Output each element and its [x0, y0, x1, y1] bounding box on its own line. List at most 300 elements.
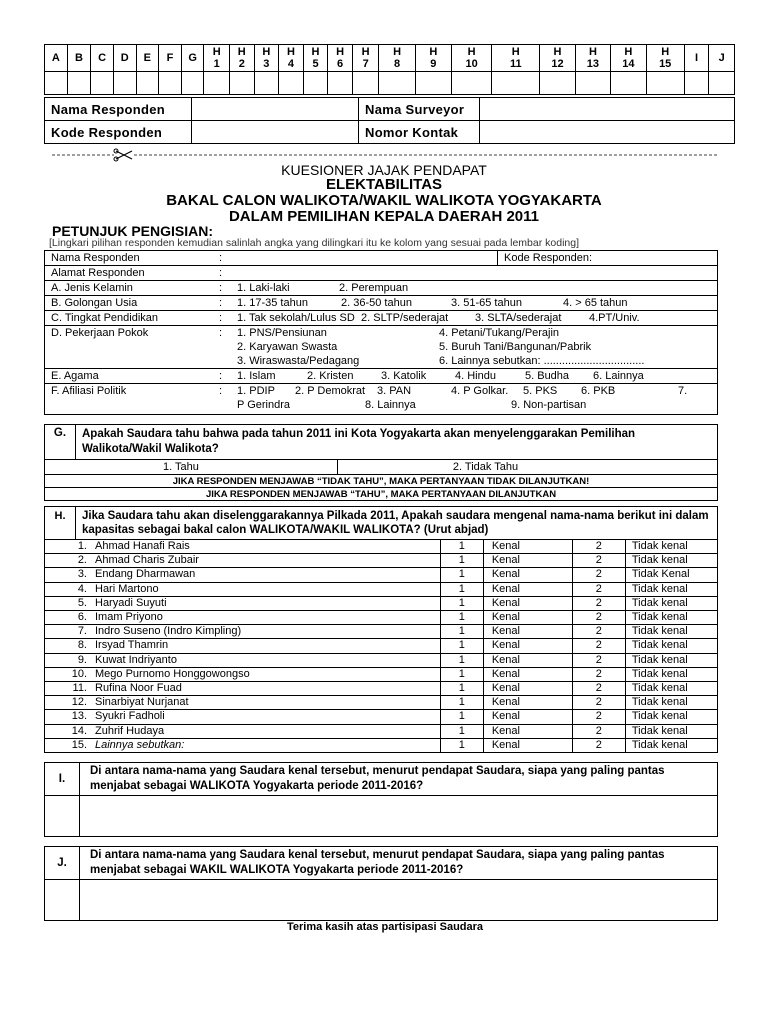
code-kenal[interactable]: 1	[440, 724, 483, 738]
coding-header-number: 3	[263, 58, 270, 70]
code-kenal[interactable]: 1	[440, 667, 483, 681]
coding-header-number: 1	[213, 58, 220, 70]
label-kenal: Kenal	[483, 582, 572, 596]
coding-entry-cell[interactable]	[709, 72, 735, 95]
note-tahu: JIKA RESPONDEN MENJAWAB “TAHU”, MAKA PERTANYAAN DILANJUTKAN	[45, 488, 718, 501]
coding-header-letter: H	[237, 46, 246, 58]
respondent-table	[44, 250, 718, 415]
candidate-name: Rufina Noor Fuad	[95, 682, 182, 695]
candidate-cell	[45, 738, 441, 752]
code-tidak-kenal[interactable]: 2	[572, 653, 625, 667]
colon: :	[219, 251, 237, 266]
candidate-number: 8.	[77, 639, 87, 652]
agama-label: E. Agama	[45, 369, 220, 384]
coding-header-cell	[181, 45, 204, 72]
candidate-number: 9.	[77, 653, 87, 666]
petunjuk-title: PETUNJUK PENGISIAN:	[52, 223, 214, 239]
code-tidak-kenal[interactable]: 2	[572, 710, 625, 724]
candidate-number: 13.	[71, 710, 87, 723]
option[interactable]: 1. Islam	[237, 370, 276, 382]
option[interactable]: 8. Lainnya	[365, 399, 416, 411]
alamat-label: Alamat Responden	[45, 266, 220, 281]
coding-header-number: 2	[238, 58, 245, 70]
candidate-name: Kuwat Indriyanto	[95, 653, 177, 666]
coding-header-cell	[229, 45, 254, 72]
candidate-row	[45, 596, 718, 610]
code-tidak-kenal[interactable]: 2	[572, 568, 625, 582]
kode-responden-label: Kode Responden	[45, 121, 192, 144]
coding-entry-cell[interactable]	[352, 72, 379, 95]
label-tidak-kenal: Tidak kenal	[625, 738, 717, 752]
answer-field[interactable]	[80, 880, 718, 921]
nomor-kontak-label: Nomor Kontak	[359, 121, 480, 144]
afiliasi-politik-label: F. Afiliasi Politik	[45, 384, 220, 415]
coding-entry-row[interactable]	[45, 72, 735, 95]
thank-you-note: Terima kasih atas partisipasi Saudara	[286, 921, 484, 933]
option[interactable]: 1. Laki-laki	[237, 282, 290, 294]
coding-table	[44, 44, 735, 95]
option[interactable]: 4. > 65 tahun	[563, 297, 628, 309]
candidate-number: 10.	[71, 667, 87, 680]
code-kenal[interactable]: 1	[440, 639, 483, 653]
colon: :	[219, 266, 237, 281]
coding-header-letter: H	[336, 46, 345, 58]
question-h	[44, 506, 718, 753]
coding-entry-cell[interactable]	[451, 72, 491, 95]
option[interactable]: 4. Petani/Tukang/Perajin	[439, 327, 560, 339]
code-kenal[interactable]: 1	[440, 682, 483, 696]
candidate-name: Zuhrif Hudaya	[95, 724, 165, 737]
nama-label: Nama Responden	[45, 251, 220, 266]
coding-header-letter: B	[74, 52, 83, 64]
option[interactable]: 4. P Golkar.	[451, 385, 509, 397]
label-tidak-kenal: Tidak kenal	[625, 625, 717, 639]
code-tidak-kenal[interactable]: 2	[572, 554, 625, 568]
candidate-cell	[45, 639, 441, 653]
coding-header-letter: H	[661, 46, 670, 58]
coding-header-letter: H	[361, 46, 370, 58]
candidate-number: 1.	[77, 540, 87, 552]
coding-header-cell	[113, 45, 136, 72]
candidate-number: 2.	[77, 554, 87, 567]
coding-header-letter: H	[286, 46, 295, 58]
option[interactable]: 2. Kristen	[307, 370, 354, 382]
coding-entry-cell[interactable]	[328, 72, 353, 95]
coding-header-cell	[684, 45, 708, 72]
candidate-name: Endang Dharmawan	[95, 568, 196, 581]
label-kenal: Kenal	[483, 738, 572, 752]
candidate-row	[45, 625, 718, 639]
candidate-cell	[45, 625, 441, 639]
candidate-number: 4.	[77, 582, 87, 595]
coding-entry-cell[interactable]	[136, 72, 159, 95]
label-kenal: Kenal	[483, 568, 572, 582]
title-line-2: ELEKTABILITAS	[325, 176, 443, 193]
coding-header-number: 8	[393, 58, 401, 70]
coding-header-cell	[45, 45, 68, 72]
candidate-row	[45, 724, 718, 738]
candidate-name: Ahmad Charis Zubair	[95, 554, 199, 567]
candidate-row	[45, 611, 718, 625]
colon: :	[219, 311, 237, 326]
colon: :	[219, 296, 237, 311]
code-kenal[interactable]: 1	[440, 738, 483, 752]
candidate-row	[45, 540, 718, 554]
candidate-cell	[45, 724, 441, 738]
code-tidak-kenal[interactable]: 2	[572, 625, 625, 639]
petunjuk-note: [Lingkari pilihan responden kemudian salinlah angka yang dilingkari itu ke kolom yang sesuai pada lembar koding]	[49, 237, 579, 249]
coding-header-letter: H	[624, 46, 633, 58]
question-code: I.	[45, 763, 80, 796]
option[interactable]: 3. PAN	[377, 385, 412, 397]
nama-field[interactable]	[237, 251, 498, 266]
question-g	[44, 424, 718, 501]
coding-entry-cell[interactable]	[611, 72, 646, 95]
coding-header-cell	[204, 45, 230, 72]
code-kenal[interactable]: 1	[440, 710, 483, 724]
candidate-name: Indro Suseno (Indro Kimpling)	[95, 625, 242, 638]
coding-entry-cell[interactable]	[67, 72, 91, 95]
afiliasi-politik-options[interactable]	[237, 384, 718, 415]
candidate-name: Lainnya sebutkan:	[95, 738, 185, 751]
option[interactable]: 4.PT/Univ.	[589, 312, 640, 324]
coding-entry-cell[interactable]	[575, 72, 610, 95]
answer-field[interactable]	[80, 796, 718, 837]
option[interactable]: 2. Karyawan Swasta	[237, 341, 338, 353]
option[interactable]: 3. Katolik	[381, 370, 427, 382]
code-kenal[interactable]: 1	[440, 611, 483, 625]
option[interactable]: 5. Buruh Tani/Bangunan/Pabrik	[439, 341, 592, 353]
label-kenal: Kenal	[483, 724, 572, 738]
code-tidak-kenal[interactable]: 2	[572, 582, 625, 596]
code-kenal[interactable]: 1	[440, 653, 483, 667]
question-code: G.	[45, 425, 76, 460]
option[interactable]: 3. Wiraswasta/Pedagang	[237, 355, 360, 367]
coding-header-letter: H	[393, 46, 402, 58]
question-j	[44, 846, 718, 921]
candidate-row	[45, 653, 718, 667]
pekerjaan-label: D. Pekerjaan Pokok	[45, 326, 220, 369]
code-tidak-kenal[interactable]: 2	[572, 540, 625, 554]
label-kenal: Kenal	[483, 596, 572, 610]
option[interactable]: 6. Lainnya	[593, 370, 644, 382]
candidate-number: 6.	[77, 611, 87, 624]
option[interactable]: 6. PKB	[581, 385, 616, 397]
code-kenal[interactable]: 1	[440, 540, 483, 554]
candidate-cell	[45, 540, 441, 554]
title-line-4: DALAM PEMILIHAN KEPALA DAERAH 2011	[228, 208, 540, 225]
coding-header-cell	[159, 45, 182, 72]
coding-entry-cell[interactable]	[379, 72, 415, 95]
candidate-row	[45, 710, 718, 724]
scissors-icon	[114, 149, 132, 161]
candidate-name: Imam Priyono	[95, 611, 163, 624]
coding-entry-cell[interactable]	[181, 72, 204, 95]
candidate-cell	[45, 568, 441, 582]
coding-entry-cell[interactable]	[254, 72, 279, 95]
option[interactable]: 1. PDIP	[237, 385, 275, 397]
nama-surveyor-field[interactable]	[480, 98, 735, 121]
code-kenal[interactable]: 1	[440, 696, 483, 710]
candidate-number: 7.	[77, 625, 87, 638]
coding-entry-cell[interactable]	[646, 72, 684, 95]
coding-header-letter: E	[143, 52, 152, 64]
code-kenal[interactable]: 1	[440, 554, 483, 568]
coding-header-letter: H	[467, 46, 476, 58]
coding-header-cell	[352, 45, 379, 72]
question-code: J.	[45, 847, 80, 880]
label-kenal: Kenal	[483, 639, 572, 653]
label-kenal: Kenal	[483, 682, 572, 696]
coding-header-letter: H	[588, 46, 597, 58]
coding-header-letter: H	[262, 46, 271, 58]
candidate-name: Mego Purnomo Honggowongso	[95, 667, 250, 680]
label-tidak-kenal: Tidak kenal	[625, 554, 717, 568]
cut-line	[52, 148, 717, 162]
coding-header-number: 4	[287, 58, 294, 70]
coding-header-number: 9	[430, 58, 437, 70]
question-code: H.	[45, 507, 76, 540]
candidate-row	[45, 682, 718, 696]
label-kenal: Kenal	[483, 540, 572, 554]
label-kenal: Kenal	[483, 667, 572, 681]
candidate-number: 3.	[77, 568, 87, 581]
coding-header-cell	[303, 45, 328, 72]
candidate-row	[45, 568, 718, 582]
coding-entry-cell[interactable]	[303, 72, 328, 95]
title-line-1: KUESIONER JAJAK PENDAPAT	[281, 162, 487, 178]
coding-header-cell	[379, 45, 415, 72]
coding-entry-cell[interactable]	[91, 72, 114, 95]
coding-entry-cell[interactable]	[684, 72, 708, 95]
option[interactable]: 5. Budha	[525, 370, 570, 382]
jenis-kelamin-label: A. Jenis Kelamin	[45, 281, 220, 296]
coding-header-cell	[328, 45, 353, 72]
alamat-field[interactable]	[237, 266, 718, 281]
pekerjaan-options[interactable]	[237, 326, 718, 369]
label-tidak-kenal: Tidak Kenal	[625, 568, 717, 582]
coding-header-cell	[492, 45, 540, 72]
blank-cell	[45, 796, 80, 837]
label-tidak-kenal: Tidak kenal	[625, 667, 717, 681]
agama-options[interactable]	[237, 369, 718, 384]
coding-header-cell	[611, 45, 646, 72]
kode-label: Kode Responden:	[498, 251, 718, 266]
label-kenal: Kenal	[483, 710, 572, 724]
coding-header-number: 5	[312, 58, 319, 70]
coding-header-cell	[575, 45, 610, 72]
option[interactable]: 4. Hindu	[455, 370, 496, 382]
candidate-name: Hari Martono	[95, 582, 159, 595]
code-tidak-kenal[interactable]: 2	[572, 611, 625, 625]
label-kenal: Kenal	[483, 653, 572, 667]
kode-responden-field[interactable]	[192, 121, 359, 144]
code-kenal[interactable]: 1	[440, 568, 483, 582]
coding-header-cell	[91, 45, 114, 72]
coding-header-letter: H	[311, 46, 320, 58]
code-tidak-kenal[interactable]: 2	[572, 738, 625, 752]
golongan-usia-label: B. Golongan Usia	[45, 296, 220, 311]
label-kenal: Kenal	[483, 625, 572, 639]
candidate-row	[45, 582, 718, 596]
candidate-cell	[45, 696, 441, 710]
label-kenal: Kenal	[483, 696, 572, 710]
candidate-row	[45, 667, 718, 681]
code-kenal[interactable]: 1	[440, 625, 483, 639]
coding-header-cell	[451, 45, 491, 72]
candidate-row	[45, 554, 718, 568]
question-i	[44, 762, 718, 837]
question-text: Di antara nama-nama yang Saudara kenal tersebut, menurut pendapat Saudara, siapa yang paling pantas menjabat sebagai WALIKOTA Yogyakarta periode 2011-2016?	[80, 763, 718, 796]
coding-header-cell	[646, 45, 684, 72]
golongan-usia-options[interactable]	[237, 296, 718, 311]
coding-header-number: 15	[659, 58, 672, 70]
label-tidak-kenal: Tidak kenal	[625, 639, 717, 653]
coding-header-letter: C	[98, 52, 107, 64]
coding-header-cell	[540, 45, 575, 72]
coding-entry-cell[interactable]	[45, 72, 68, 95]
candidate-cell	[45, 611, 441, 625]
coding-header-letter: F	[166, 52, 174, 64]
option[interactable]: 2. Perempuan	[339, 282, 409, 294]
coding-header-letter: A	[51, 52, 60, 64]
coding-header-number: 10	[465, 58, 478, 70]
coding-header-number: 13	[586, 58, 600, 70]
coding-entry-cell[interactable]	[415, 72, 451, 95]
code-tidak-kenal[interactable]: 2	[572, 639, 625, 653]
question-text: Jika Saudara tahu akan diselenggarakannya Pilkada 2011, Apakah saudara mengenal nama-nama berikut ini dalam kapasitas sebagai bakal calon WALIKOTA/WAKIL WALIKOTA? (Urut abjad)	[76, 507, 718, 540]
coding-header-letter: J	[718, 52, 725, 64]
coding-header-letter: H	[511, 46, 520, 58]
candidate-row	[45, 639, 718, 653]
label-tidak-kenal: Tidak kenal	[625, 710, 717, 724]
candidate-number: 14.	[71, 724, 87, 737]
candidate-cell	[45, 682, 441, 696]
option[interactable]: 5. PKS	[523, 385, 558, 397]
coding-header-letter: G	[188, 52, 197, 64]
candidate-number: 5.	[77, 596, 87, 609]
code-tidak-kenal[interactable]: 2	[572, 682, 625, 696]
label-tidak-kenal: Tidak kenal	[625, 682, 717, 696]
coding-header-letter: H	[553, 46, 562, 58]
option[interactable]: 3. 51-65 tahun	[451, 297, 522, 309]
candidate-row	[45, 696, 718, 710]
option-tahu[interactable]: 1. Tahu	[45, 460, 338, 475]
label-tidak-kenal: Tidak kenal	[625, 696, 717, 710]
coding-header-letter: H	[212, 46, 221, 58]
identity-table	[44, 97, 735, 144]
tingkat-pendidikan-label: C. Tingkat Pendidikan	[45, 311, 220, 326]
coding-header-cell	[254, 45, 279, 72]
candidate-name: Sinarbiyat Nurjanat	[95, 696, 189, 709]
coding-entry-cell[interactable]	[229, 72, 254, 95]
candidate-cell	[45, 596, 441, 610]
coding-entry-cell[interactable]	[159, 72, 182, 95]
coding-header-number: 14	[622, 58, 635, 70]
label-tidak-kenal: Tidak kenal	[625, 611, 717, 625]
option[interactable]: 1. PNS/Pensiunan	[237, 327, 327, 339]
candidate-name: Ahmad Hanafi Rais	[95, 540, 190, 552]
coding-header-number: 12	[551, 58, 564, 70]
candidate-number: 12.	[71, 696, 87, 709]
nama-responden-field[interactable]	[192, 98, 359, 121]
jenis-kelamin-options[interactable]	[237, 281, 718, 296]
coding-entry-cell[interactable]	[279, 72, 304, 95]
colon: :	[219, 326, 237, 369]
candidate-cell	[45, 653, 441, 667]
candidate-cell	[45, 582, 441, 596]
candidate-name: Syukri Fadholi	[95, 710, 165, 723]
coding-entry-cell[interactable]	[113, 72, 136, 95]
candidate-cell	[45, 710, 441, 724]
coding-header-letter: I	[695, 52, 699, 64]
note-tidak-tahu: JIKA RESPONDEN MENJAWAB “TIDAK TAHU”, MAKA PERTANYAAN TIDAK DILANJUTKAN!	[45, 475, 718, 488]
coding-entry-cell[interactable]	[204, 72, 230, 95]
title-line-3: BAKAL CALON WALIKOTA/WAKIL WALIKOTA YOGYAKARTA	[166, 192, 602, 209]
label-tidak-kenal: Tidak kenal	[625, 724, 717, 738]
coding-header-letter: D	[120, 52, 129, 64]
question-text: Di antara nama-nama yang Saudara kenal tersebut, menurut pendapat Saudara, siapa yang paling pantas menjabat sebagai WAKIL WALIKOTA Yogyakarta periode 2011-2016?	[80, 847, 718, 880]
code-tidak-kenal[interactable]: 2	[572, 596, 625, 610]
label-tidak-kenal: Tidak kenal	[625, 596, 717, 610]
option-tidak-tahu[interactable]: 2. Tidak Tahu	[337, 460, 717, 475]
option[interactable]: 2. 36-50 tahun	[341, 297, 412, 309]
label-kenal: Kenal	[483, 611, 572, 625]
candidate-name: Haryadi Suyuti	[95, 596, 167, 609]
option[interactable]: 1. 17-35 tahun	[237, 297, 308, 309]
colon: :	[219, 384, 237, 415]
label-tidak-kenal: Tidak kenal	[625, 540, 717, 554]
colon: :	[219, 281, 237, 296]
option[interactable]: 2. P Demokrat	[295, 385, 366, 397]
coding-entry-cell[interactable]	[540, 72, 575, 95]
coding-header-cell	[415, 45, 451, 72]
option[interactable]: 7.	[678, 385, 688, 397]
coding-header-cell	[709, 45, 735, 72]
coding-header-cell	[67, 45, 91, 72]
label-kenal: Kenal	[483, 554, 572, 568]
code-tidak-kenal[interactable]: 2	[572, 667, 625, 681]
question-text: Apakah Saudara tahu bahwa pada tahun 2011 ini Kota Yogyakarta akan menyelenggarakan Pemilihan Walikota/Wakil Walikota?	[76, 425, 718, 460]
blank-cell	[45, 880, 80, 921]
option[interactable]: 9. Non-partisan	[511, 399, 587, 411]
code-tidak-kenal[interactable]: 2	[572, 724, 625, 738]
coding-header-number: 6	[337, 58, 344, 70]
coding-header-cell	[136, 45, 159, 72]
coding-header-letter: H	[429, 46, 438, 58]
tingkat-pendidikan-options[interactable]	[237, 311, 718, 326]
option[interactable]: 2. SLTP/sederajat	[361, 312, 449, 324]
label-tidak-kenal: Tidak kenal	[625, 582, 717, 596]
nomor-kontak-field[interactable]	[480, 121, 735, 144]
code-kenal[interactable]: 1	[440, 596, 483, 610]
option[interactable]: 3. SLTA/sederajat	[475, 312, 562, 324]
coding-header-number: 7	[362, 58, 369, 70]
candidate-number: 11.	[72, 682, 87, 695]
code-kenal[interactable]: 1	[440, 582, 483, 596]
candidate-number: 15.	[71, 738, 87, 751]
option[interactable]: P Gerindra	[237, 399, 290, 411]
candidate-name: Irsyad Thamrin	[95, 639, 169, 652]
coding-entry-cell[interactable]	[492, 72, 540, 95]
colon: :	[219, 369, 237, 384]
option[interactable]: 1. Tak sekolah/Lulus SD	[237, 312, 355, 324]
coding-header-row	[45, 45, 735, 72]
option[interactable]: 6. Lainnya sebutkan: .................................	[439, 355, 645, 367]
code-tidak-kenal[interactable]: 2	[572, 696, 625, 710]
candidate-row	[45, 738, 718, 752]
candidate-cell	[45, 554, 441, 568]
